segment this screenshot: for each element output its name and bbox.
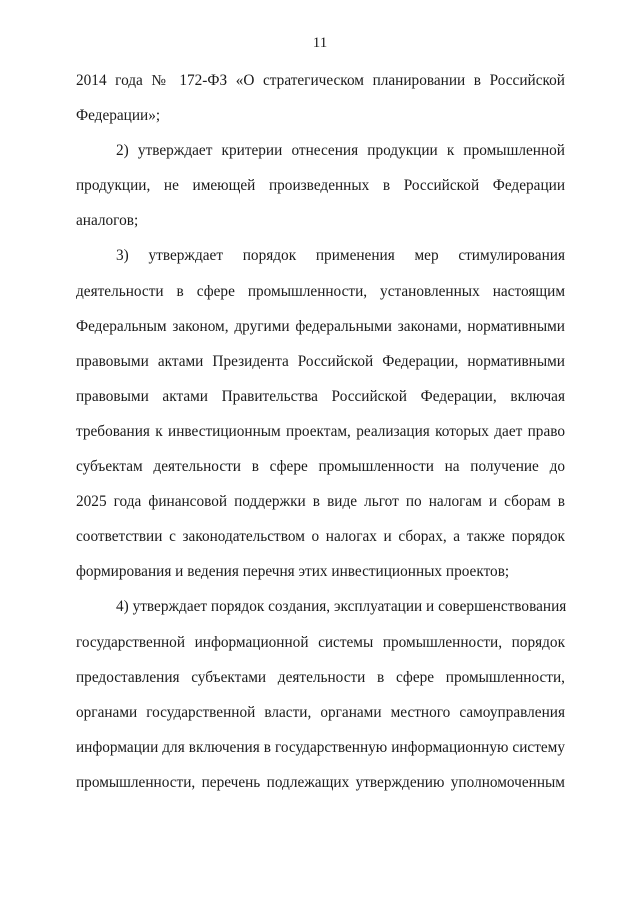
text-line: 2025 года финансовой поддержки в виде льгот по налогам и сборам в (76, 493, 565, 511)
document-body (76, 68, 565, 805)
text-line: субъектам деятельности в сфере промышленности на получение до (76, 458, 565, 476)
text-line: органами государственной власти, органами местного самоуправления (76, 703, 565, 721)
text-line: 2014 года № 172-ФЗ «О стратегическом планировании в Российской (76, 72, 565, 89)
text-line: информации для включения в государственную информационную систему (76, 738, 565, 756)
text-line: предоставления субъектами деятельности в сфере промышленности, (76, 668, 565, 686)
text-line: промышленности, перечень подлежащих утверждению уполномоченным (76, 773, 565, 791)
text-line: аналогов; (76, 212, 139, 230)
text-line: формирования и ведения перечня этих инвестиционных проектов; (76, 563, 510, 581)
text-line: деятельности в сфере промышленности, установленных настоящим (76, 282, 565, 300)
text-line: Федеральным законом, другими федеральными законами, нормативными (76, 317, 565, 335)
text-line: Федерации»; (76, 107, 161, 125)
text-line: продукции, не имеющей произведенных в Российской Федерации (76, 177, 565, 195)
page-number: 11 (312, 35, 328, 51)
text-line: правовыми актами Президента Российской Федерации, нормативными (76, 352, 565, 370)
text-line: требования к инвестиционным проектам, реализация которых дает право (76, 422, 565, 440)
text-line: соответствии с законодательством о налогах и сборах, а также порядок (76, 528, 565, 546)
text-line: правовыми актами Правительства Российской Федерации, включая (76, 387, 565, 405)
text-line: 2) утверждает критерии отнесения продукции к промышленной (116, 142, 565, 160)
text-line: 4) утверждает порядок создания, эксплуатации и совершенствования (116, 598, 567, 616)
text-line: 3) утверждает порядок применения мер стимулирования (116, 247, 565, 265)
text-line: государственной информационной системы промышленности, порядок (76, 633, 565, 651)
